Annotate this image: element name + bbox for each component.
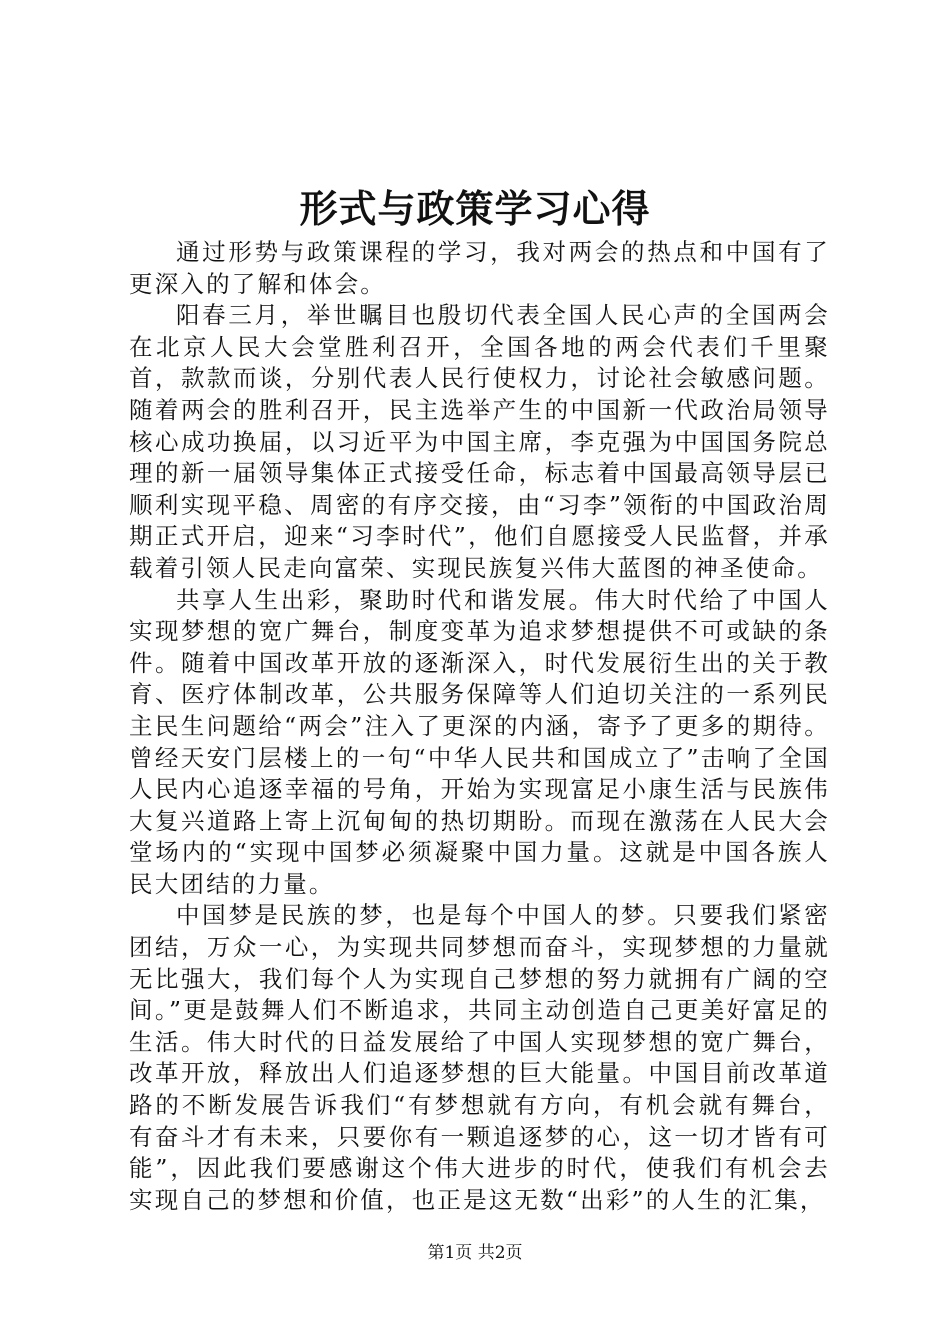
paragraph-2: 阳春三月，举世瞩目也殷切代表全国人民心声的全国两会在北京人民大会堂胜利召开，全国各地的两会代表们千里聚首，款款而谈，分别代表人民行使权力，讨论社会敏感问题。随着两会的胜利召开，民主选举产生的中国新一代政治局领导核心成功换届，以习近平为中国主席，李克强为中国国务院总理的新一届领导集体正式接受任命，标志着中国最高领导层已顺利实现平稳、周密的有序交接，由“习李”领衔的中国政治周期正式开启，迎来“习李时代”，他们自愿接受人民监督，并承载着引领人民走向富荣、实现民族复兴伟大蓝图的神圣使命。 (129, 301, 830, 582)
paragraph-4: 中国梦是民族的梦，也是每个中国人的梦。只要我们紧密团结，万众一心，为实现共同梦想而奋斗，实现梦想的力量就无比强大，我们每个人为实现自己梦想的努力就拥有广阔的空间。”更是鼓舞人们不断追求，共同主动创造自己更美好富足的生活。伟大时代的日益发展给了中国人实现梦想的宽广舞台，改革开放，释放出人们追逐梦想的巨大能量。中国目前改革道路的不断发展告诉我们“有梦想就有方向，有机会就有舞台，有奋斗才有未来，只要你有一颗追逐梦的心，这一切才皆有可能”，因此我们要感谢这个伟大进步的时代，使我们有机会去实现自己的梦想和价值，也正是这无数“出彩”的人生的汇集， (129, 901, 830, 1214)
document-title: 形式与政策学习心得 (299, 186, 651, 231)
document-body (129, 237, 830, 1216)
paragraph-3: 共享人生出彩，聚助时代和谐发展。伟大时代给了中国人实现梦想的宽广舞台，制度变革为追求梦想提供不可或缺的条件。随着中国改革开放的逐渐深入，时代发展衍生出的关于教育、医疗体制改革，公共服务保障等人们迫切关注的一系列民主民生问题给“两会”注入了更深的内涵，寄予了更多的期待。曾经天安门层楼上的一句“中华人民共和国成立了”击响了全国人民内心追逐幸福的号角，开始为实现富足小康生活与民族伟大复兴道路上寄上沉甸甸的热切期盼。而现在激荡在人民大会堂场内的“实现中国梦必须凝聚中国力量。这就是中国各族人民大团结的力量。 (129, 585, 830, 898)
paragraph-1: 通过形势与政策课程的学习，我对两会的热点和中国有了更深入的了解和体会。 (129, 238, 830, 298)
page-number-footer: 第1页 共2页 (427, 1243, 523, 1263)
